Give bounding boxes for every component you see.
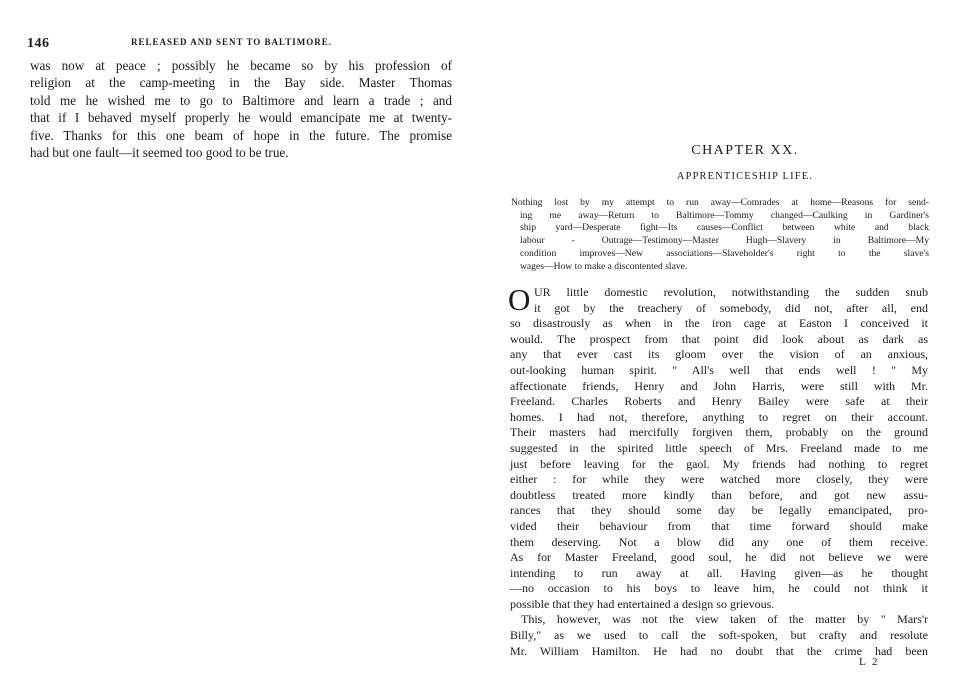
text-line: just before leaving for the gaol. My friends had nothing to regret xyxy=(510,456,928,471)
text-line: doubtless treated more kindly than before, and got new assu- xyxy=(510,487,928,502)
page-number: 146 xyxy=(27,36,50,51)
text-line: so disastrously as when in the iron cage at Easton I conceived it xyxy=(510,316,928,331)
text-line: any that ever cast its gloom over the vision of an anxious, xyxy=(510,347,928,362)
signature-mark: L 2 xyxy=(859,656,880,668)
synopsis-line: ing me away—Return to Baltimore—Tommy changed—Caulking in Gardiner's xyxy=(520,209,929,221)
text-line: This, however, was not the view taken of the matter by " Mars'r xyxy=(521,612,928,627)
running-head: RELEASED AND SENT TO BALTIMORE. xyxy=(131,37,332,47)
synopsis-line: labour - Outrage—Testimony—Master Hugh—Slavery in Baltimore—My xyxy=(520,235,929,247)
drop-cap: O xyxy=(508,282,531,317)
text-line: UR little domestic revolution, notwithstanding the sudden snub xyxy=(534,285,928,299)
text-line: Billy," as we used to call the soft-spoken, but crafty and resolute xyxy=(510,628,928,643)
text-line: Freeland. Charles Roberts and Henry Bailey were safe at their xyxy=(510,394,928,409)
text-line: was now at peace ; possibly he became so by his profession of xyxy=(30,58,452,73)
chapter-body xyxy=(508,282,928,659)
text-line: Their masters had mercifully forgiven them, probably on the ground xyxy=(510,425,928,440)
text-line: As for Master Freeland, good soul, he did not believe we were xyxy=(510,550,928,565)
text-line: told me he wished me to go to Baltimore and learn a trade ; and xyxy=(30,92,452,108)
synopsis-line: wages—How to make a discontented slave. xyxy=(520,260,688,272)
chapter-subtitle: APPRENTICESHIP LIFE. xyxy=(676,171,814,182)
text-line: it got by the treachery of somebody, did not, after all, end xyxy=(534,300,928,315)
text-line: out-looking human spirit. " All's well that ends well ! " My xyxy=(510,362,928,377)
text-line: homes. I had not, therefore, anything to regret on their account. xyxy=(510,409,928,424)
chapter-title: CHAPTER XX. xyxy=(691,143,799,158)
right-page xyxy=(490,0,980,685)
text-line: religion at the camp-meeting in the Bay side. Master Thomas xyxy=(30,75,452,91)
text-line: them deserving. Not a blow did any one of them receive. xyxy=(510,534,928,549)
synopsis-line: Nothing lost by my attempt to run away—Comrades at home—Reasons for send- xyxy=(511,197,929,208)
text-line: possible that they had entertained a design so grievous. xyxy=(510,596,775,611)
synopsis-line: condition improves—New associations—Slaveholder's right to the slave's xyxy=(520,247,929,259)
chapter-synopsis xyxy=(511,197,929,273)
text-line: affectionate friends, Henry and John Harris, were still with Mr. xyxy=(510,378,928,393)
text-line: —no occasion to his boys to leave him, he could not think it xyxy=(510,581,928,596)
text-line: suggested in the spirited little speech of Mrs. Freeland made to me xyxy=(510,440,928,455)
text-line: rances that they should some day be legally emancipated, pro- xyxy=(510,503,928,518)
text-line: five. Thanks for this one beam of hope in the future. The promise xyxy=(30,127,452,143)
text-line: that if I behaved myself properly he would emancipate me at twenty- xyxy=(30,110,452,126)
synopsis-line: ship yard—Desperate fight—Its causes—Conflict between white and black xyxy=(520,222,929,234)
text-line: intending to run away at all. Having given—as he thought xyxy=(510,565,928,580)
text-line: either : for while they were watched more closely, they were xyxy=(510,472,928,487)
left-page-text xyxy=(30,57,452,161)
text-line: had but one fault—it seemed too good to be true. xyxy=(30,145,289,161)
text-line: Mr. William Hamilton. He had no doubt that the crime had been xyxy=(510,643,928,658)
text-line: vided their behaviour from that time forward should make xyxy=(510,518,928,533)
text-line: would. The prospect from that point did look about as dark as xyxy=(510,331,928,346)
